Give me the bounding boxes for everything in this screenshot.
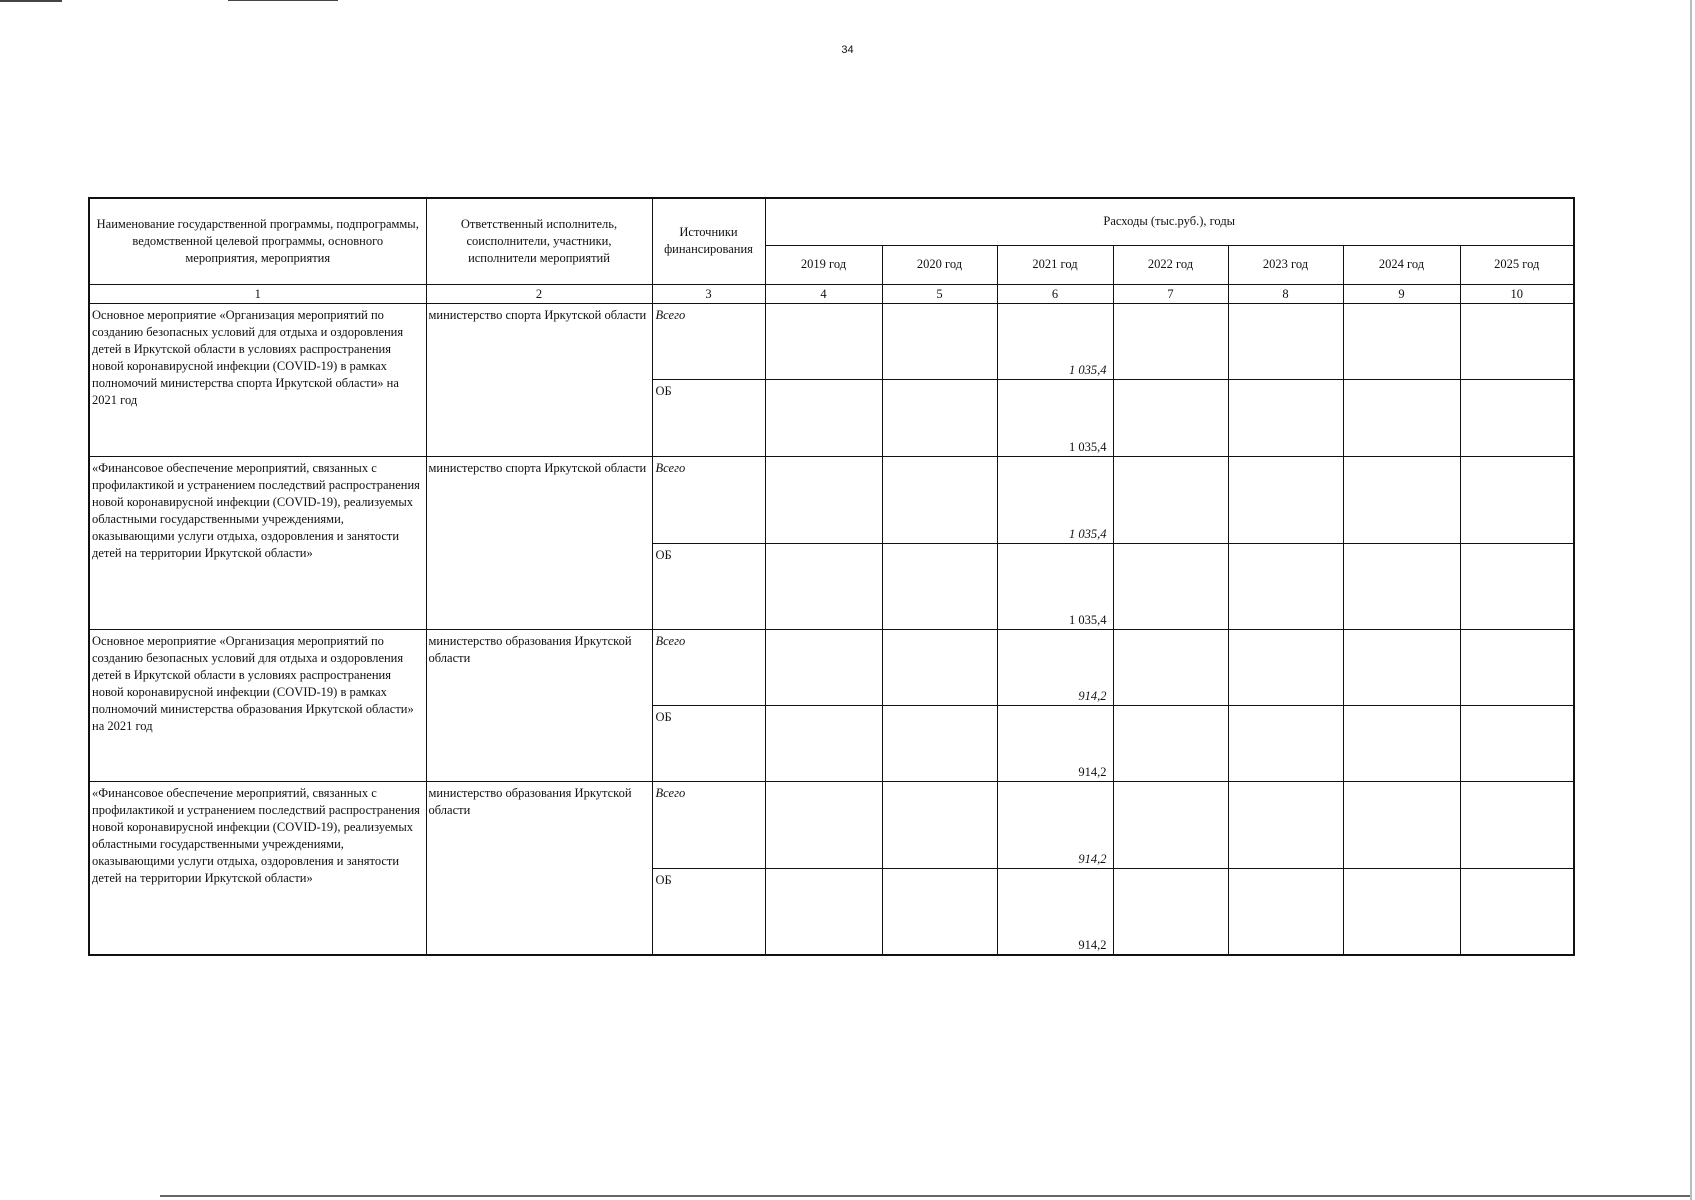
value-cell — [765, 379, 882, 456]
value-2021-total: 1 035,4 — [997, 456, 1113, 543]
value-cell — [1343, 303, 1460, 379]
value-cell — [1460, 543, 1574, 629]
value-2021-total: 914,2 — [997, 629, 1113, 705]
value-2021-total: 1 035,4 — [997, 303, 1113, 379]
value-cell — [765, 781, 882, 868]
value-cell — [882, 543, 997, 629]
page-edge — [1690, 0, 1692, 1200]
header-expenses: Расходы (тыс.руб.), годы — [765, 198, 1574, 245]
value-cell — [765, 303, 882, 379]
executor-cell: министерство образования Иркутской области — [426, 629, 652, 781]
header-year: 2020 год — [882, 245, 997, 284]
value-cell — [765, 629, 882, 705]
header-source: Источники финансирования — [652, 198, 765, 284]
value-cell — [882, 705, 997, 781]
value-cell — [882, 781, 997, 868]
value-cell — [1228, 629, 1343, 705]
value-cell — [1460, 303, 1574, 379]
value-cell — [1228, 543, 1343, 629]
column-number: 3 — [652, 284, 765, 303]
header-year: 2021 год — [997, 245, 1113, 284]
bottom-rule — [160, 1195, 1690, 1197]
value-cell — [1228, 705, 1343, 781]
table-row-total — [89, 303, 1574, 379]
executor-cell: министерство образования Иркутской области — [426, 781, 652, 955]
header-executor: Ответственный исполнитель, соисполнители, участники, исполнители мероприятий — [426, 198, 652, 284]
value-2021-ob: 1 035,4 — [997, 543, 1113, 629]
header-year: 2024 год — [1343, 245, 1460, 284]
source-total: Всего — [652, 456, 765, 543]
value-cell — [882, 303, 997, 379]
value-cell — [1113, 629, 1228, 705]
value-cell — [882, 629, 997, 705]
column-number: 8 — [1228, 284, 1343, 303]
value-cell — [765, 705, 882, 781]
source-total: Всего — [652, 629, 765, 705]
value-cell — [1343, 456, 1460, 543]
value-cell — [1113, 705, 1228, 781]
value-cell — [1228, 379, 1343, 456]
column-number: 7 — [1113, 284, 1228, 303]
value-cell — [1343, 543, 1460, 629]
value-cell — [1460, 629, 1574, 705]
page-number: 34 — [841, 44, 854, 56]
value-2021-ob: 914,2 — [997, 705, 1113, 781]
executor-cell: министерство спорта Иркутской области — [426, 456, 652, 629]
source-total: Всего — [652, 781, 765, 868]
value-cell — [765, 543, 882, 629]
source-ob: ОБ — [652, 543, 765, 629]
column-number: 9 — [1343, 284, 1460, 303]
value-cell — [765, 456, 882, 543]
source-ob: ОБ — [652, 868, 765, 955]
budget-table — [88, 197, 1575, 956]
value-2021-ob: 1 035,4 — [997, 379, 1113, 456]
value-cell — [765, 868, 882, 955]
value-cell — [1228, 303, 1343, 379]
value-cell — [1113, 868, 1228, 955]
column-number: 5 — [882, 284, 997, 303]
column-number: 1 — [89, 284, 426, 303]
value-cell — [1460, 781, 1574, 868]
header-year: 2023 год — [1228, 245, 1343, 284]
value-cell — [1343, 705, 1460, 781]
table-header — [89, 198, 1574, 303]
value-cell — [1113, 781, 1228, 868]
column-number: 10 — [1460, 284, 1574, 303]
activity-name: «Финансовое обеспечение мероприятий, связанных с профилактикой и устранением последствий распространения новой коронавирусной инфекции (COVID-19), реализуемых областными государственными учреждениями, оказывающими услуги отдыха, оздоровления и занятости детей на территории Иркутской области» — [89, 456, 426, 629]
value-cell — [882, 456, 997, 543]
value-cell — [1113, 543, 1228, 629]
value-cell — [1113, 379, 1228, 456]
table-row-total — [89, 781, 1574, 868]
value-cell — [1460, 868, 1574, 955]
header-name: Наименование государственной программы, подпрограммы, ведомственной целевой программы, основного мероприятия, мероприятия — [89, 198, 426, 284]
column-number: 4 — [765, 284, 882, 303]
activity-name: «Финансовое обеспечение мероприятий, связанных с профилактикой и устранением последствий распространения новой коронавирусной инфекции (COVID-19), реализуемых областными государственными учреждениями, оказывающими услуги отдыха, оздоровления и занятости детей на территории Иркутской области» — [89, 781, 426, 955]
value-2021-total: 914,2 — [997, 781, 1113, 868]
activity-name: Основное мероприятие «Организация мероприятий по созданию безопасных условий для отдыха и оздоровления детей в Иркутской области в условиях распространения новой коронавирусной инфекции (COVID-19) в рамках полномочий министерства образования Иркутской области» на 2021 год — [89, 629, 426, 781]
value-cell — [1228, 781, 1343, 868]
value-cell — [1113, 303, 1228, 379]
header-year: 2019 год — [765, 245, 882, 284]
column-number: 2 — [426, 284, 652, 303]
value-cell — [1460, 456, 1574, 543]
value-cell — [1228, 868, 1343, 955]
value-cell — [1460, 705, 1574, 781]
table-row-total — [89, 456, 1574, 543]
source-ob: ОБ — [652, 379, 765, 456]
value-cell — [882, 379, 997, 456]
value-cell — [1343, 629, 1460, 705]
column-number: 6 — [997, 284, 1113, 303]
column-number-row — [89, 284, 1574, 303]
top-rule-left — [0, 0, 62, 2]
header-year: 2025 год — [1460, 245, 1574, 284]
source-total: Всего — [652, 303, 765, 379]
value-cell — [1343, 781, 1460, 868]
top-rule-right — [228, 0, 338, 1]
value-cell — [1113, 456, 1228, 543]
activity-name: Основное мероприятие «Организация мероприятий по созданию безопасных условий для отдыха и оздоровления детей в Иркутской области в условиях распространения новой коронавирусной инфекции (COVID-19) в рамках полномочий министерства спорта Иркутской области» на 2021 год — [89, 303, 426, 456]
value-cell — [1343, 868, 1460, 955]
value-cell — [1460, 379, 1574, 456]
header-year: 2022 год — [1113, 245, 1228, 284]
executor-cell: министерство спорта Иркутской области — [426, 303, 652, 456]
source-ob: ОБ — [652, 705, 765, 781]
value-2021-ob: 914,2 — [997, 868, 1113, 955]
table-row-total — [89, 629, 1574, 705]
table-body — [89, 303, 1574, 955]
value-cell — [1228, 456, 1343, 543]
value-cell — [1343, 379, 1460, 456]
value-cell — [882, 868, 997, 955]
